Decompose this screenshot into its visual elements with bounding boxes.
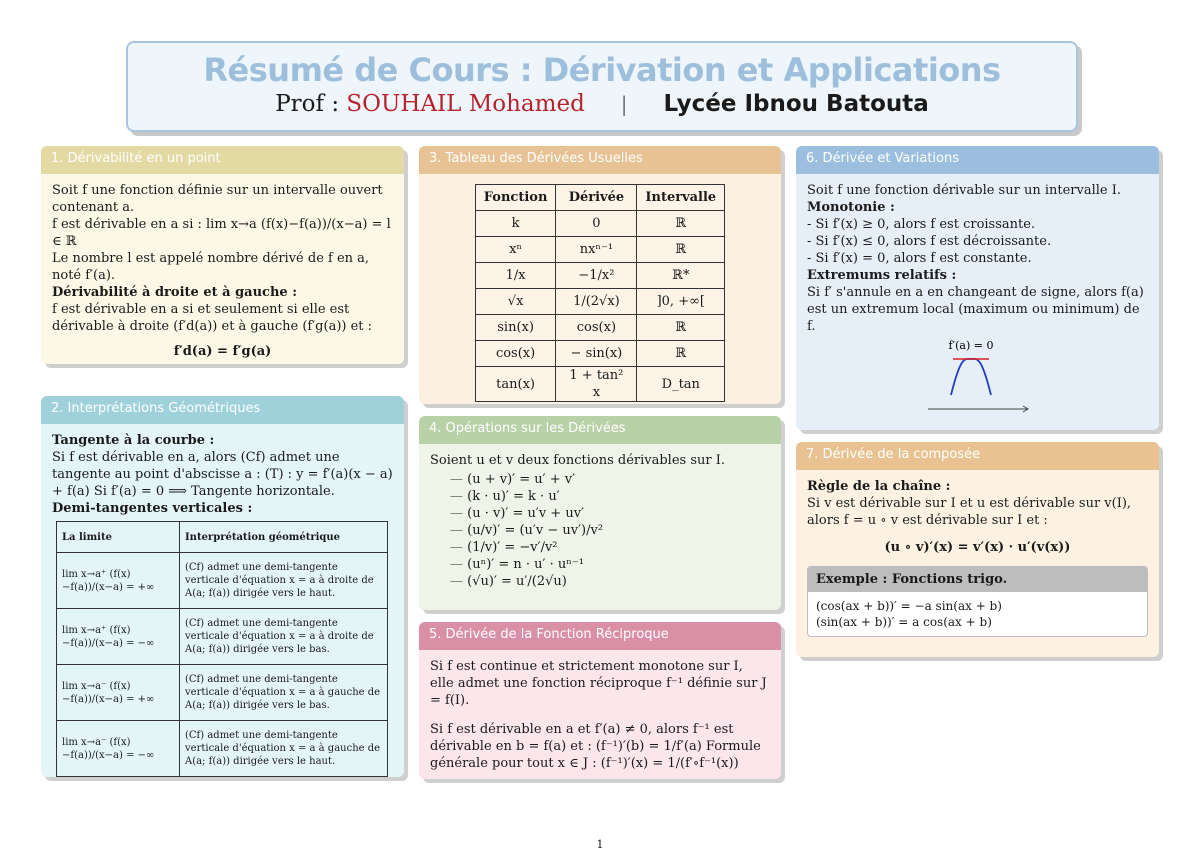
monotony-rule: - Si f′(x) ≥ 0, alors f est croissante.: [807, 217, 1036, 232]
section-body: [419, 650, 781, 779]
derivative-cell: 0: [556, 211, 637, 237]
function-cell: k: [475, 211, 556, 237]
section-body: [419, 444, 781, 598]
section-tableau-derivees: [419, 146, 781, 404]
interval-cell: ℝ: [637, 237, 725, 263]
list-item: — (uⁿ)′ = n · u′ · uⁿ⁻¹: [450, 556, 770, 573]
nombre-derive-text: Le nombre l est appelé nombre dérivé de f en a, noté f′(a).: [52, 251, 370, 283]
half-tangent-table: [56, 521, 388, 777]
section-title: 3. Tableau des Dérivées Usuelles: [419, 146, 781, 174]
limit-cell: lim x→a⁻ (f(x)−f(a))/(x−a) = +∞: [57, 665, 180, 721]
list-item: — (√u)′ = u′/(2√u): [450, 573, 770, 590]
table-row: [475, 263, 724, 289]
section-body: [796, 470, 1159, 645]
section-title: 5. Dérivée de la Fonction Réciproque: [419, 622, 781, 650]
derivative-cell: 1 + tan² x: [556, 367, 637, 402]
section-title: 2. Interprétations Géométriques: [41, 396, 404, 424]
example-line: (sin(ax + b))′ = a cos(ax + b): [816, 615, 992, 629]
table-row: [475, 315, 724, 341]
table-row: [57, 721, 388, 777]
section-derivabilite: [41, 146, 404, 364]
page-number: 1: [596, 838, 604, 851]
table-row: [475, 211, 724, 237]
function-cell: √x: [475, 289, 556, 315]
interval-cell: ℝ*: [637, 263, 725, 289]
table-row: [57, 609, 388, 665]
section-title: 1. Dérivabilité en un point: [41, 146, 404, 174]
section-interpretations: [41, 396, 404, 777]
column-header: Interprétation géométrique: [180, 522, 388, 553]
interpretation-cell: (Cf) admet une demi-tangente verticale d'équation x = a à droite de A(a; f(a)) dirigée vers le bas.: [180, 609, 388, 665]
section-body: [41, 174, 404, 364]
table-header-row: [57, 522, 388, 553]
list-item: — (u + v)′ = u′ + v′: [450, 471, 770, 488]
interpretation-cell: (Cf) admet une demi-tangente verticale d'équation x = a à gauche de A(a; f(a)) dirigée vers le bas.: [180, 665, 388, 721]
list-item: — (k · u)′ = k · u′: [450, 488, 770, 505]
section-reciproque: [419, 622, 781, 779]
interval-cell: ℝ: [637, 211, 725, 237]
column-header: La limite: [57, 522, 180, 553]
example-box: [807, 566, 1148, 637]
column-header: Fonction: [475, 185, 556, 211]
chain-rule-text: Si v est dérivable sur I et u est dérivable sur v(I), alors f = u ∘ v est dérivable sur I et :: [807, 496, 1132, 528]
derivable-definition: f est dérivable en a si : lim x→a (f(x)−f(a))/(x−a) = l ∈ ℝ: [52, 217, 391, 249]
limit-cell: lim x→a⁻ (f(x)−f(a))/(x−a) = −∞: [57, 721, 180, 777]
prof-name: SOUHAIL Mohamed: [346, 91, 585, 117]
example-body: [808, 592, 1147, 636]
limit-cell: lim x→a⁺ (f(x)−f(a))/(x−a) = +∞: [57, 553, 180, 609]
chain-rule-formula: (u ∘ v)′(x) = v′(x) · u′(v(x)): [884, 540, 1071, 555]
section-variations: [796, 146, 1159, 430]
column-header: Dérivée: [556, 185, 637, 211]
variations-intro: Soit f une fonction dérivable sur un intervalle I.: [807, 183, 1121, 198]
subheading: Tangente à la courbe :: [52, 433, 215, 448]
section-title: 7. Dérivée de la composée: [796, 442, 1159, 470]
school-name: Lycée Ibnou Batouta: [663, 91, 929, 117]
reciprocal-text: Si f est continue et strictement monotone sur I, elle admet une fonction réciproque f⁻¹ définie sur J = f(I).: [430, 659, 767, 708]
graph-label: f′(a) = 0: [948, 339, 993, 352]
subheading: Monotonie :: [807, 200, 895, 215]
subheading: Règle de la chaîne :: [807, 479, 951, 494]
section-title: 6. Dérivée et Variations: [796, 146, 1159, 174]
header-banner: [126, 41, 1078, 132]
subheading: Dérivabilité à droite et à gauche :: [52, 285, 297, 300]
function-cell: 1/x: [475, 263, 556, 289]
prof-label: Prof :: [275, 91, 340, 117]
table-header-row: [475, 185, 724, 211]
section-body: [796, 174, 1159, 422]
prof-block: [275, 91, 585, 117]
tangent-text: Si f est dérivable en a, alors (Cf) admet une tangente au point d'abscisse a : (T) : y = f′(a)(x − a) + f(a) Si f′(a) = 0 ⟹ Tangente horizontale.: [52, 450, 393, 499]
curve: [951, 359, 991, 395]
extremum-text: Si f′ s'annule en a en changeant de signe, alors f(a) est un extremum local (maximum ou minimum) de f.: [807, 285, 1144, 334]
derivative-cell: − sin(x): [556, 341, 637, 367]
separator: |: [620, 92, 628, 116]
operations-list: [430, 471, 770, 590]
monotony-rule: - Si f′(x) = 0, alors f est constante.: [807, 251, 1032, 266]
function-cell: xⁿ: [475, 237, 556, 263]
author-line: [128, 91, 1076, 117]
section-operations: [419, 416, 781, 610]
extremum-graph: [923, 339, 1033, 414]
function-cell: sin(x): [475, 315, 556, 341]
operations-intro: Soient u et v deux fonctions dérivables sur I.: [430, 453, 725, 468]
interval-cell: D_tan: [637, 367, 725, 402]
page-title: Résumé de Cours : Dérivation et Applications: [203, 51, 1001, 89]
section-composee: [796, 442, 1159, 657]
reciprocal-derivative-text: Si f est dérivable en a et f′(a) ≠ 0, alors f⁻¹ est dérivable en b = f(a) et : (f⁻¹)′(b) = 1/f′(a) Formule générale pour tout x ∈ J : (f⁻¹)′(x) = 1/(f′∘f⁻¹(x)): [430, 722, 761, 771]
example-line: (cos(ax + b))′ = −a sin(ax + b): [816, 599, 1002, 613]
subheading: Demi-tangentes verticales :: [52, 501, 253, 516]
derivative-cell: nxⁿ⁻¹: [556, 237, 637, 263]
section-body: [41, 424, 404, 777]
derivative-cell: cos(x): [556, 315, 637, 341]
table-row: [475, 237, 724, 263]
derivative-cell: −1/x²: [556, 263, 637, 289]
section-title: 4. Opérations sur les Dérivées: [419, 416, 781, 444]
interpretation-cell: (Cf) admet une demi-tangente verticale d'équation x = a à droite de A(a; f(a)) dirigée vers le haut.: [180, 553, 388, 609]
lateral-text: f est dérivable en a si et seulement si elle est dérivable à droite (f′d(a)) et à gauche (f′g(a)) et :: [52, 302, 373, 334]
list-item: — (u/v)′ = (u′v − uv′)/v²: [450, 522, 770, 539]
function-cell: tan(x): [475, 367, 556, 402]
list-item: — (u · v)′ = u′v + uv′: [450, 505, 770, 522]
limit-cell: lim x→a⁺ (f(x)−f(a))/(x−a) = −∞: [57, 609, 180, 665]
example-title: Exemple : Fonctions trigo.: [808, 567, 1147, 592]
interpretation-cell: (Cf) admet une demi-tangente verticale d'équation x = a à gauche de A(a; f(a)) dirigée vers le haut.: [180, 721, 388, 777]
derivatives-table: [475, 184, 725, 402]
monotony-rule: - Si f′(x) ≤ 0, alors f est décroissante.: [807, 234, 1052, 249]
column-header: Intervalle: [637, 185, 725, 211]
derivative-cell: 1/(2√x): [556, 289, 637, 315]
section-body: [419, 174, 781, 404]
interval-cell: ℝ: [637, 341, 725, 367]
interval-cell: ]0, +∞[: [637, 289, 725, 315]
definition-text: Soit f une fonction définie sur un intervalle ouvert contenant a.: [52, 183, 383, 215]
table-row: [475, 367, 724, 402]
table-row: [475, 341, 724, 367]
table-row: [57, 665, 388, 721]
function-cell: cos(x): [475, 341, 556, 367]
list-item: — (1/v)′ = −v′/v²: [450, 539, 770, 556]
subheading: Extremums relatifs :: [807, 268, 957, 283]
table-row: [475, 289, 724, 315]
lateral-formula: f′d(a) = f′g(a): [173, 344, 272, 359]
interval-cell: ℝ: [637, 315, 725, 341]
table-row: [57, 553, 388, 609]
